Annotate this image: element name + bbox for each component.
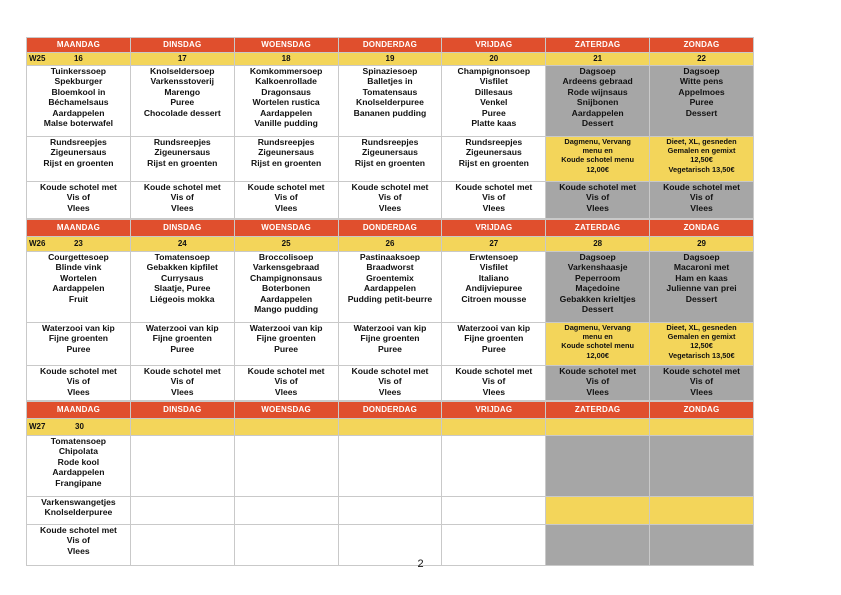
alt-line: Puree (481, 343, 506, 354)
alt-line: 12,00€ (586, 164, 609, 174)
alt-line: Gemalen en gemixt (667, 332, 736, 342)
alt-line: Zigeunersaus (154, 147, 211, 158)
menu-line: Tomatensoep (154, 252, 210, 262)
cold-cell (546, 366, 650, 401)
alt-line: Puree (274, 343, 299, 354)
menu-line: Liégeois mokka (150, 293, 215, 304)
date-cell (650, 53, 754, 66)
alt-line: Zigeunersaus (362, 147, 418, 158)
menu-line: Slaatje, Puree (154, 283, 211, 294)
menu-line: Mango pudding (254, 304, 319, 315)
cold-cell (27, 366, 131, 401)
day-header-woensdag: WOENSDAG (234, 38, 338, 53)
alt-line: Rijst en groenten (251, 157, 322, 168)
alt-line: Zigeunersaus (50, 147, 107, 158)
cold-line: Vis of (274, 192, 298, 203)
menu-line: Ham en kaas (675, 272, 728, 283)
date-number: 22 (697, 54, 706, 63)
date-cell (338, 53, 442, 66)
date-cell (546, 237, 650, 252)
cold-line: Vlees (482, 202, 506, 213)
date-cell (130, 53, 234, 66)
alt-line: Rundsreepjes (361, 137, 419, 147)
day-header-zondag: ZONDAG (650, 38, 754, 53)
alt-line: Zigeunersaus (465, 147, 522, 158)
day-header-zondag: ZONDAG (650, 402, 754, 419)
menu-line: Spekburger (54, 76, 103, 87)
alt-cell (338, 137, 442, 182)
cold-line: Vlees (171, 202, 194, 213)
date-number: 17 (177, 54, 187, 63)
day-header-dinsdag: DINSDAG (130, 402, 234, 419)
menu-cell (338, 66, 442, 137)
date-cell (546, 419, 650, 436)
cold-cell (546, 182, 650, 219)
day-header-donderdag: DONDERDAG (338, 38, 442, 53)
alt-line: Rijst en groenten (147, 157, 218, 168)
cold-line: Vis of (170, 376, 194, 387)
menu-line: Dillesaus (474, 86, 513, 97)
menu-line: Spinaziesoep (362, 66, 418, 76)
date-number: 23 (73, 239, 83, 248)
day-header-maandag: MAANDAG (27, 220, 131, 237)
menu-line: Dagsoep (683, 252, 720, 262)
date-number: 26 (385, 239, 395, 248)
menu-cell (650, 66, 754, 137)
cold-line: Vis of (689, 192, 714, 203)
menu-cell (650, 252, 754, 323)
menu-cell (130, 436, 234, 497)
menu-line: Aardappelen (260, 107, 313, 118)
alt-line: 12,00€ (586, 350, 609, 360)
menu-line: Balletjes in (367, 76, 413, 87)
alt-cell (27, 137, 131, 182)
alt-line: 12,50€ (690, 341, 713, 351)
cold-line: Vlees (171, 386, 194, 397)
cold-line: Koude schotel met (455, 366, 533, 376)
cold-cell (338, 182, 442, 219)
cold-line: Vis of (482, 376, 506, 387)
alt-line: Rundsreepjes (465, 137, 523, 147)
date-cell (27, 53, 131, 66)
cold-cell (234, 366, 338, 401)
day-header-donderdag: DONDERDAG (338, 402, 442, 419)
date-cell (650, 237, 754, 252)
date-cell (546, 53, 650, 66)
alt-cell (130, 323, 234, 366)
date-number: 28 (593, 239, 603, 248)
menu-line: Champignonsaus (250, 272, 323, 283)
menu-line: Peperroom (574, 272, 621, 283)
menu-line: Aardappelen (260, 293, 313, 304)
menu-line: Appelmoes (678, 86, 725, 97)
cold-line: Vis of (66, 376, 91, 387)
cold-line: Koude schotel met (559, 366, 637, 376)
cold-line: Vlees (274, 202, 298, 213)
cold-cell (130, 366, 234, 401)
menu-line: Puree (170, 97, 195, 108)
date-number: 29 (697, 239, 706, 248)
cold-line: Vlees (586, 386, 609, 397)
menu-cell (234, 66, 338, 137)
cold-cell (442, 182, 546, 219)
week-label: W25 (29, 54, 46, 63)
menu-line: Tuinkerssoep (50, 66, 107, 76)
menu-line: Tomatensaus (362, 86, 418, 97)
menu-line: Bloemkool in (51, 86, 106, 97)
week-table-w26 (26, 219, 754, 401)
alt-cell (650, 497, 754, 525)
alt-line: Dagmenu, Vervang (564, 323, 631, 332)
cold-line: Vis of (689, 376, 714, 387)
date-number: 24 (177, 239, 187, 248)
alt-line: 12,50€ (690, 155, 713, 165)
cold-line: Koude schotel met (39, 366, 117, 376)
alt-line: Fijne groenten (256, 333, 316, 344)
alt-cell (27, 497, 131, 525)
week-label: W27 (29, 422, 46, 431)
date-number: 18 (281, 54, 291, 63)
cold-line: Vis of (586, 192, 610, 203)
menu-line: Fruit (68, 293, 88, 304)
menu-line: Varkensgebraad (252, 262, 320, 273)
day-header-vrijdag: VRIJDAG (442, 402, 546, 419)
menu-line: Blinde vink (55, 262, 102, 273)
menu-line: Aardappelen (52, 107, 105, 118)
cold-cell (650, 182, 754, 219)
alt-line: Fijne groenten (360, 333, 420, 344)
menu-line: Aardappelen (363, 283, 416, 294)
cold-cell (234, 182, 338, 219)
menu-line: Boterbonen (262, 283, 311, 294)
cold-line: Vlees (690, 386, 713, 397)
cold-cell (650, 366, 754, 401)
menu-cell (234, 436, 338, 497)
alt-line: Dieet, XL, gesneden (666, 137, 737, 146)
alt-line: Fijne groenten (48, 333, 109, 344)
date-number: 25 (281, 239, 291, 248)
week-label: W26 (29, 239, 46, 248)
alt-line: Waterzooi van kip (353, 323, 427, 333)
menu-line: Platte kaas (471, 118, 517, 129)
alt-cell (130, 497, 234, 525)
alt-line: Waterzooi van kip (457, 323, 531, 333)
menu-line: Puree (689, 97, 714, 108)
menu-line: Tomatensoep (50, 436, 107, 446)
date-number: 21 (593, 54, 603, 63)
day-header-maandag: MAANDAG (27, 402, 131, 419)
menu-line: Aardappelen (571, 107, 624, 118)
alt-cell (442, 137, 546, 182)
alt-line: Vegetarisch 13,50€ (668, 350, 735, 360)
cold-line: Koude schotel met (143, 182, 221, 192)
alt-cell (650, 323, 754, 366)
cold-line: Vlees (274, 386, 298, 397)
menu-line: Knolselderpuree (356, 97, 424, 108)
alt-line: Puree (66, 343, 91, 354)
menu-line: Dessert (685, 293, 718, 304)
date-cell (234, 53, 338, 66)
alt-cell (338, 323, 442, 366)
alt-line: Fijne groenten (152, 333, 212, 344)
day-header-woensdag: WOENSDAG (234, 220, 338, 237)
alt-line: Rijst en groenten (354, 157, 426, 168)
cold-line: Koude schotel met (247, 182, 325, 192)
date-number: 27 (489, 239, 499, 248)
cold-line: Vlees (67, 202, 90, 213)
date-cell (130, 237, 234, 252)
alt-line: Rijst en groenten (43, 157, 114, 168)
alt-cell (442, 323, 546, 366)
menu-cell (338, 436, 442, 497)
menu-line: Dessert (581, 304, 614, 315)
cold-line: Vlees (67, 386, 90, 397)
menu-line: Maçedoine (575, 283, 620, 294)
menu-line: Visfilet (479, 262, 508, 273)
alt-line: Rundsreepjes (257, 137, 315, 147)
menu-line: Citroen mousse (461, 293, 527, 304)
menu-line: Pastinaaksoep (359, 252, 421, 262)
menu-cell (546, 66, 650, 137)
cold-line: Vis of (482, 192, 506, 203)
cold-line: Koude schotel met (351, 366, 429, 376)
menu-line: Marengo (164, 86, 201, 97)
alt-line: Gemalen en gemixt (667, 146, 736, 156)
date-cell (442, 53, 546, 66)
menu-line: Bananen pudding (353, 107, 427, 118)
day-header-zondag: ZONDAG (650, 220, 754, 237)
alt-line: Rundsreepjes (50, 137, 107, 147)
cold-line: Koude schotel met (143, 366, 221, 376)
alt-line: Koude schotel menu (561, 155, 634, 165)
date-number: 30 (75, 422, 84, 431)
day-header-zaterdag: ZATERDAG (546, 402, 650, 419)
menu-line: Italiano (478, 272, 509, 283)
cold-line: Vis of (66, 192, 91, 203)
day-header-zaterdag: ZATERDAG (546, 220, 650, 237)
menu-cell (27, 66, 131, 137)
alt-cell (650, 137, 754, 182)
menu-line: Venkel (480, 97, 508, 108)
page-number: 2 (417, 558, 424, 570)
date-cell (338, 419, 442, 436)
alt-line: Knolselderpuree (44, 507, 113, 518)
menu-line: Béchamelsaus (48, 97, 109, 108)
menu-line: Champignonsoep (457, 66, 531, 76)
day-header-woensdag: WOENSDAG (234, 402, 338, 419)
alt-line: Rundsreepjes (153, 137, 211, 147)
menu-line: Witte pens (679, 76, 724, 87)
menu-line: Pudding petit-beurre (347, 293, 433, 304)
week-table-w25 (26, 37, 754, 219)
date-cell (442, 237, 546, 252)
alt-line: Dagmenu, Vervang (564, 137, 631, 146)
menu-line: Puree (481, 107, 506, 118)
menu-line: Macaroni met (673, 262, 730, 273)
alt-cell (234, 323, 338, 366)
cold-line: Vlees (586, 202, 609, 213)
date-cell (130, 419, 234, 436)
alt-cell (338, 497, 442, 525)
day-header-vrijdag: VRIJDAG (442, 38, 546, 53)
cold-line: Vis of (66, 535, 91, 546)
cold-line: Vlees (67, 545, 90, 556)
cold-line: Koude schotel met (663, 366, 740, 376)
menu-line: Kalkoenrollade (255, 76, 317, 87)
cold-line: Koude schotel met (351, 182, 429, 192)
menu-line: Dessert (685, 107, 718, 118)
alt-line: Waterzooi van kip (249, 323, 323, 333)
menu-line: Currysaus (161, 272, 204, 283)
menu-cell (442, 436, 546, 497)
cold-line: Vlees (690, 202, 713, 213)
cold-cell (27, 182, 131, 219)
menu-line: Dagsoep (579, 252, 616, 262)
date-number: 20 (489, 54, 499, 63)
alt-cell (130, 137, 234, 182)
cold-line: Vis of (378, 192, 402, 203)
day-header-maandag: MAANDAG (27, 38, 131, 53)
cold-line: Koude schotel met (39, 525, 117, 535)
menu-line: Varkensstoverij (150, 76, 215, 87)
alt-cell (27, 323, 131, 366)
menu-cell (546, 252, 650, 323)
menu-cell (234, 252, 338, 323)
date-cell (27, 237, 131, 252)
menu-line: Varkenshaasje (567, 262, 628, 273)
alt-line: Koude schotel menu (561, 341, 634, 351)
day-header-vrijdag: VRIJDAG (442, 220, 546, 237)
menu-line: Rode wijnsaus (567, 86, 628, 97)
menu-line: Ardeens gebraad (562, 76, 633, 87)
menu-line: Chipolata (58, 446, 98, 457)
menu-line: Julienne van prei (666, 283, 737, 294)
menu-line: Gebakken krieltjes (559, 293, 636, 304)
cold-line: Vlees (378, 386, 402, 397)
menu-cell (546, 436, 650, 497)
alt-line: Varkenswangetjes (41, 497, 116, 507)
alt-line: menu en (582, 146, 613, 156)
menu-line: Dagsoep (683, 66, 720, 76)
date-number: 19 (385, 54, 395, 63)
menu-line: Aardappelen (52, 283, 105, 294)
menu-sheet (26, 37, 754, 566)
alt-line: Puree (378, 343, 402, 354)
menu-line: Knolseldersoep (150, 66, 215, 76)
cold-line: Koude schotel met (247, 366, 325, 376)
date-cell (338, 237, 442, 252)
alt-cell (546, 323, 650, 366)
alt-cell (546, 497, 650, 525)
alt-line: Dieet, XL, gesneden (666, 323, 737, 332)
menu-line: Dagsoep (579, 66, 616, 76)
cold-line: Koude schotel met (559, 182, 637, 192)
menu-cell (27, 252, 131, 323)
cold-line: Koude schotel met (39, 182, 117, 192)
menu-line: Courgettesoep (48, 252, 109, 262)
menu-cell (130, 66, 234, 137)
menu-cell (650, 436, 754, 497)
menu-cell (442, 66, 546, 137)
alt-line: Zigeunersaus (258, 147, 315, 158)
cold-line: Vis of (274, 376, 298, 387)
cold-cell (130, 182, 234, 219)
day-header-dinsdag: DINSDAG (130, 38, 234, 53)
cold-line: Vlees (482, 386, 506, 397)
menu-cell (27, 436, 131, 497)
date-cell (27, 419, 131, 436)
menu-line: Gebakken kipfilet (146, 262, 218, 273)
day-header-donderdag: DONDERDAG (338, 220, 442, 237)
alt-cell (234, 137, 338, 182)
date-cell (442, 419, 546, 436)
menu-line: Rode kool (57, 456, 100, 467)
menu-line: Vanille pudding (254, 118, 318, 129)
alt-cell (546, 137, 650, 182)
cold-line: Koude schotel met (455, 182, 533, 192)
menu-line: Frangipane (55, 477, 102, 488)
alt-line: Vegetarisch 13,50€ (668, 164, 735, 174)
alt-line: Rijst en groenten (458, 157, 529, 168)
day-header-zaterdag: ZATERDAG (546, 38, 650, 53)
cold-cell (338, 366, 442, 401)
menu-line: Groentemix (366, 272, 414, 283)
menu-line: Dragonsaus (261, 86, 311, 97)
menu-line: Chocolade dessert (143, 107, 221, 118)
alt-cell (234, 497, 338, 525)
cold-line: Koude schotel met (663, 182, 740, 192)
alt-line: Fijne groenten (464, 333, 524, 344)
menu-line: Dessert (581, 118, 614, 129)
alt-line: Puree (170, 343, 195, 354)
menu-line: Snijbonen (576, 97, 619, 108)
menu-line: Broccolisoep (258, 252, 314, 262)
cold-line: Vis of (378, 376, 402, 387)
menu-line: Malse boterwafel (43, 118, 114, 129)
day-header-dinsdag: DINSDAG (130, 220, 234, 237)
cold-line: Vis of (586, 376, 610, 387)
alt-cell (442, 497, 546, 525)
menu-cell (338, 252, 442, 323)
date-cell (650, 419, 754, 436)
alt-line: Waterzooi van kip (145, 323, 219, 333)
menu-line: Erwtensoep (469, 252, 519, 262)
cold-line: Vlees (378, 202, 402, 213)
alt-line: menu en (582, 332, 613, 342)
menu-cell (442, 252, 546, 323)
alt-line: Waterzooi van kip (42, 323, 115, 333)
menu-line: Wortelen (60, 272, 97, 283)
menu-line: Wortelen rustica (252, 97, 320, 108)
menu-line: Andijviepuree (465, 283, 523, 294)
week-table-w27 (26, 401, 754, 566)
menu-line: Komkommersoep (249, 66, 323, 76)
menu-line: Aardappelen (52, 467, 105, 478)
menu-cell (130, 252, 234, 323)
date-cell (234, 419, 338, 436)
date-cell (234, 237, 338, 252)
menu-line: Braadworst (366, 262, 414, 273)
cold-cell (442, 366, 546, 401)
menu-line: Visfilet (479, 76, 508, 87)
date-number: 16 (73, 54, 83, 63)
cold-line: Vis of (170, 192, 194, 203)
